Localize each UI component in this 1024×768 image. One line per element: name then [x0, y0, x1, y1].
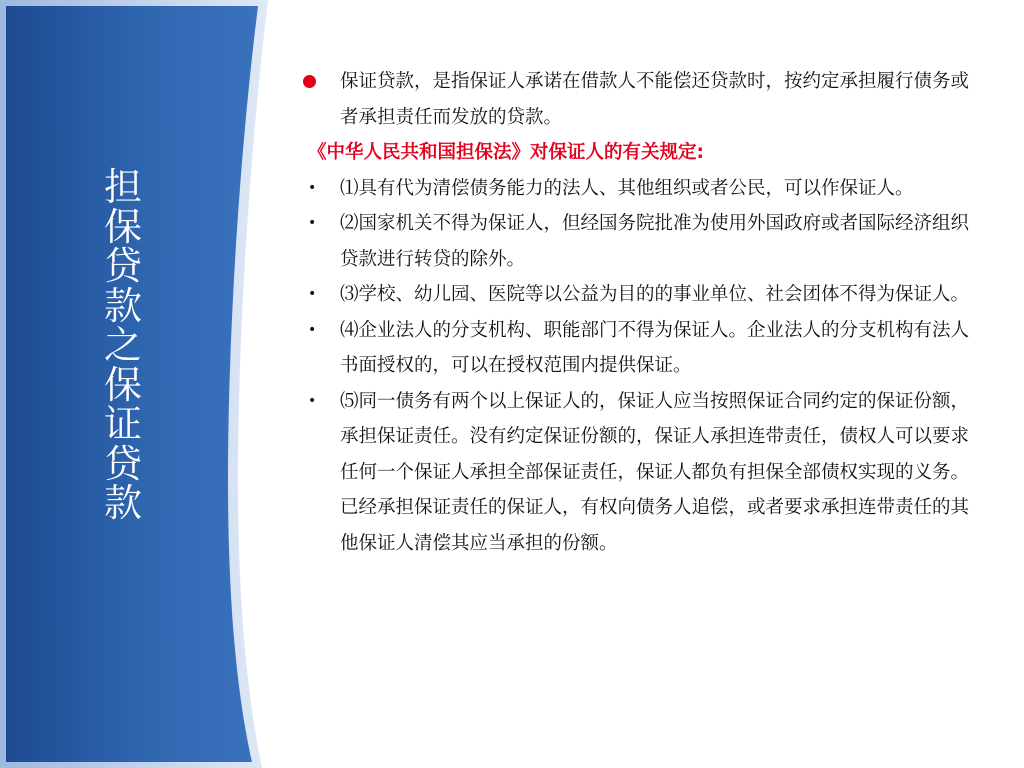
bullet-dot-icon: • — [308, 392, 317, 409]
title-char: 担 — [103, 165, 142, 209]
law-heading: 《中华人民共和国担保法》对保证人的有关规定: — [308, 142, 704, 163]
title-char: 保 — [103, 362, 142, 407]
bullet-dot-icon: • — [308, 179, 317, 196]
title-char: 款 — [103, 283, 142, 328]
bullet-dot-icon: • — [308, 286, 317, 302]
title-char: 证 — [103, 402, 142, 446]
list-item-text: ⑸同一债务有两个以上保证人的，保证人应当按照保证合同约定的保证份额，承担保证责任。没有约定保证份额的，保证人承担连带责任，债权人可以要求任何一个保证人承担全部保证责任，保证人都负有担保全部债权实现的义务。已经承担保证责任的保证人，有权向债务人追偿，或者要求承担连带责任的其他保证人清偿其应当承担的份额。 — [340, 390, 970, 554]
title-char: 贷 — [103, 244, 142, 288]
intro-paragraph — [300, 64, 980, 135]
list-item — [300, 384, 980, 562]
slide-title-vertical — [100, 165, 146, 525]
list-item — [300, 313, 980, 384]
list-item-text: ⑷企业法人的分支机构、职能部门不得为保证人。企业法人的分支机构有法人书面授权的，可以在授权范围内提供保证。 — [340, 319, 970, 376]
bullet-dot-icon: • — [308, 215, 317, 231]
list-item — [300, 277, 980, 313]
content-body — [300, 64, 980, 561]
title-char: 保 — [103, 204, 142, 249]
red-bullet-icon — [303, 75, 316, 88]
list-item-text: ⑴具有代为清偿债务能力的法人、其他组织或者公民，可以作保证人。 — [340, 177, 914, 199]
bullet-dot-icon: • — [308, 321, 317, 338]
list-item-text: ⑵国家机关不得为保证人，但经国务院批准为使用外国政府或者国际经济组织贷款进行转贷的除外。 — [340, 213, 970, 270]
list-item — [300, 206, 980, 277]
title-char: 贷 — [103, 441, 142, 486]
title-char: 之 — [103, 323, 142, 367]
intro-text: 保证贷款，是指保证人承诺在借款人不能偿还贷款时，按约定承担履行债务或者承担责任而发放的贷款。 — [340, 71, 970, 128]
list-item — [300, 171, 980, 207]
title-char: 款 — [103, 481, 142, 525]
list-item-text: ⑶学校、幼儿园、医院等以公益为目的的事业单位、社会团体不得为保证人。 — [340, 284, 970, 305]
